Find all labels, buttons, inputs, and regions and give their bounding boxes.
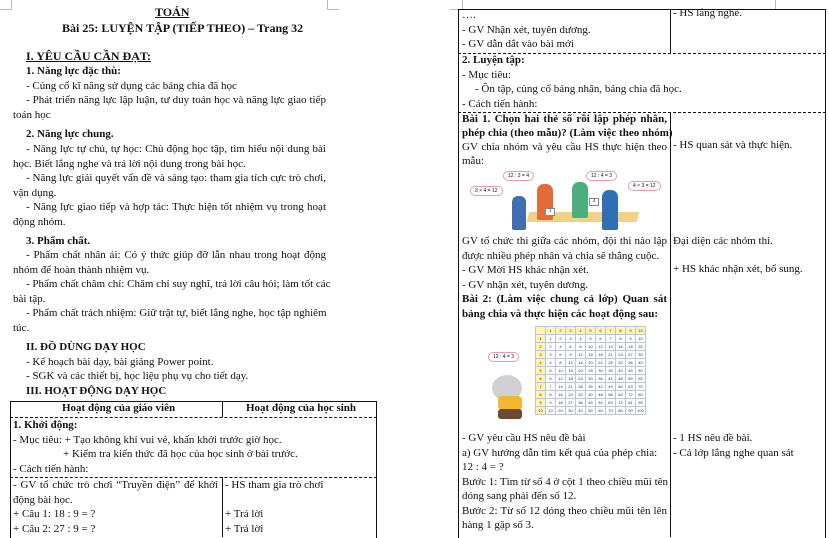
grid-cell: 5 — [536, 367, 546, 375]
exercise-1-instructions: GV tổ chức thi giữa các nhóm, đội thi nào lập được nhiều phép nhân và chia sẽ thắng cuộc. - GV Mời HS khác nhận xét. - GV nhận xét, tuyên dương. Bài 2: (Làm việc chung cả lớp) Quan sát bảng chia và thực hiện các hoạt động sau: — [462, 235, 667, 320]
grid-cell: 9 — [626, 335, 636, 343]
grid-row — [536, 351, 646, 359]
grid-cell: 27 — [626, 351, 636, 359]
grid-cell: 1 — [546, 327, 556, 335]
grid-cell: 5 — [546, 367, 556, 375]
column-header-teacher: Hoạt động của giáo viên — [62, 402, 176, 414]
grid-cell: 80 — [636, 391, 646, 399]
grid-cell: 18 — [556, 399, 566, 407]
grid-cell: 45 — [586, 399, 596, 407]
grid-cell: 6 — [546, 375, 556, 383]
grid-cell: 27 — [566, 399, 576, 407]
grid-cell: 45 — [626, 367, 636, 375]
text-line: - Năng lực tự chủ, tự học: Chủ động học tập, tìm hiểu nội dung bài — [26, 143, 326, 155]
speech-bubble: 4 × 3 = 12 — [628, 181, 661, 191]
grid-cell: 35 — [606, 367, 616, 375]
grid-cell: 12 — [576, 351, 586, 359]
grid-cell: 20 — [636, 343, 646, 351]
section-heading: I. YÊU CẦU CẦN ĐẠT: — [26, 49, 151, 63]
grid-cell: 21 — [606, 351, 616, 359]
grid-cell: 9 — [536, 399, 546, 407]
grid-cell: 60 — [636, 375, 646, 383]
grid-cell: 3 — [566, 335, 576, 343]
section-heading: III. HOẠT ĐỘNG DẠY HỌC — [26, 385, 167, 397]
grid-cell: 15 — [586, 351, 596, 359]
grid-cell: 18 — [566, 375, 576, 383]
grid-cell: 14 — [556, 383, 566, 391]
grid-cell: 4 — [576, 335, 586, 343]
grid-cell: 18 — [596, 351, 606, 359]
grid-cell: 42 — [606, 375, 616, 383]
grid-cell: 8 — [556, 359, 566, 367]
grid-cell: 40 — [576, 407, 586, 415]
grid-cell: 4 — [556, 343, 566, 351]
speech-bubble: 12 : 4 = 3 — [488, 352, 519, 362]
grid-cell: 10 — [546, 407, 556, 415]
grid-cell: 21 — [566, 383, 576, 391]
grid-cell: 80 — [616, 407, 626, 415]
grid-cell: 16 — [616, 343, 626, 351]
grid-cell: 9 — [626, 327, 636, 335]
grid-cell: 42 — [596, 383, 606, 391]
grid-cell: 10 — [586, 343, 596, 351]
grid-cell: 72 — [616, 399, 626, 407]
grid-cell: 63 — [626, 383, 636, 391]
grid-cell: 60 — [596, 407, 606, 415]
grid-cell: 30 — [586, 375, 596, 383]
grid-cell: 12 — [556, 375, 566, 383]
student-listen: - Cả lớp lắng nghe quan sát — [673, 447, 794, 459]
text-line: - Năng lực giải quyết vấn đề và sáng tạo: tham gia tích cực trò chơi, — [26, 172, 326, 184]
grid-cell: 4 — [546, 359, 556, 367]
grid-cell: 100 — [637, 407, 644, 413]
warmup-teacher-cell: - GV tổ chức trò chơi “Truyền điện” để khởi động bài học. + Câu 1: 18 : 9 = ? + Câu 2: 27 : 9 = ? — [13, 479, 218, 535]
column-header-student: Hoạt động của học sinh — [246, 402, 357, 414]
warmup-section: 1. Khởi động: - Mục tiêu: + Tạo không khí vui vẻ, khấn khởi trước giờ học. + Kiểm tra kiến thức đã học của học sinh ở bài trước. - Cách tiến hành: — [13, 419, 298, 475]
text-line: - Phát triển năng lực lập luận, tư duy toán học và năng lực giao tiếp — [26, 94, 326, 106]
grid-cell: 63 — [606, 399, 616, 407]
grid-cell: 48 — [596, 391, 606, 399]
grid-cell: 54 — [596, 399, 606, 407]
grid-cell: 2 — [536, 343, 546, 351]
exercise-2-instructions: - GV yêu cầu HS nêu đề bài a) GV hướng dẫn tìm kết quả của phép chia: 12 : 4 = ? Bước 1: Tìm từ số 4 ở cột 1 theo chiều mũi tên dóng sang phải đến số 12. Bước 2: Từ số 12 dóng theo chiều mũi tên lên hàng 1 gặp số 3. — [462, 432, 669, 531]
subsection-heading: 2. Năng lực chung. — [26, 128, 114, 140]
practice-section: 2. Luyện tập: - Mục tiêu: - Ôn tập, củng cố bảng nhân, bảng chia đã học. - Cách tiến hành: — [462, 54, 682, 110]
grid-cell: 64 — [616, 391, 626, 399]
grid-row — [536, 327, 646, 335]
grid-cell: 8 — [546, 391, 556, 399]
text-line: - Phẩm chất trách nhiệm: Giữ trật tự, biết lắng nghe, học tập nghiêm — [26, 307, 327, 319]
grid-cell: 20 — [576, 367, 586, 375]
grid-cell: 2 — [546, 343, 556, 351]
grid-cell: 40 — [616, 367, 626, 375]
grid-cell: 50 — [636, 367, 646, 375]
text-line: học. Biết lắng nghe và trả lời nội dung trong bài học. — [13, 158, 246, 170]
grid-cell — [536, 327, 546, 335]
grid-cell: 3 — [536, 351, 546, 359]
grid-cell: 6 — [596, 335, 606, 343]
grid-cell: 5 — [586, 335, 596, 343]
left-page — [0, 0, 410, 537]
grid-cell: 30 — [566, 407, 576, 415]
text-line: động nhóm. — [13, 216, 66, 228]
grid-cell: 20 — [556, 407, 566, 415]
text-line: - Năng lực giao tiếp và hợp tác: Thực hiện tốt nhiệm vụ trong hoạt — [26, 201, 326, 213]
text-line: - Kế hoạch bài dạy, bài giảng Power point. — [26, 356, 214, 368]
grid-cell: 20 — [586, 359, 596, 367]
grid-cell: 30 — [636, 351, 646, 359]
text-line: - Phẩm chất chăm chỉ: Chăm chỉ suy nghĩ, trả lời câu hỏi; làm tốt các — [26, 278, 331, 290]
grid-cell: 24 — [576, 375, 586, 383]
speech-bubble: 12 : 4 = 3 — [586, 171, 617, 181]
speech-bubble: 12 : 3 = 4 — [503, 171, 534, 181]
grid-cell: 12 — [596, 343, 606, 351]
subsection-heading: 3. Phẩm chất. — [26, 235, 91, 247]
grid-cell: 70 — [636, 383, 646, 391]
text-line: toán học — [13, 109, 51, 121]
text-line: nhóm để hoàn thành nhiệm vụ. — [13, 264, 150, 276]
grid-cell: 12 — [566, 359, 576, 367]
grid-cell: 40 — [636, 359, 646, 367]
grid-cell: 90 — [636, 399, 646, 407]
grid-cell: 50 — [586, 407, 596, 415]
grid-cell: 81 — [626, 399, 636, 407]
grid-cell: 24 — [596, 359, 606, 367]
grid-cell: 10 — [636, 327, 646, 335]
grid-cell: 36 — [576, 399, 586, 407]
subsection-heading: 1. Năng lực đặc thù: — [26, 65, 121, 77]
grid-row — [536, 359, 646, 367]
grid-cell: 15 — [566, 367, 576, 375]
grid-row — [536, 391, 646, 399]
grid-cell: 2 — [556, 327, 566, 335]
student-compete: Đại diện các nhóm thi. — [673, 235, 773, 247]
grid-cell: 5 — [586, 327, 596, 335]
subject-title: TOÁN — [155, 5, 190, 19]
grid-row — [536, 367, 646, 375]
grid-cell: 10 — [556, 367, 566, 375]
grid-row — [536, 375, 646, 383]
student-comment: + HS khác nhận xét, bổ sung. — [673, 263, 803, 275]
grid-cell: 3 — [566, 327, 576, 335]
wrapup-student-cell: - HS lắng nghe. — [673, 7, 743, 19]
grid-cell: 48 — [616, 375, 626, 383]
grid-cell: 8 — [576, 343, 586, 351]
grid-cell: 8 — [616, 335, 626, 343]
grid-cell: 49 — [606, 383, 616, 391]
division-table — [535, 326, 646, 415]
grid-cell: 35 — [586, 383, 596, 391]
number-card: 4 — [589, 198, 599, 206]
wrapup-teacher-cell: …. - GV Nhận xét, tuyên dương. - GV dẫn dắt vào bài mới — [462, 9, 591, 50]
grid-cell: 16 — [556, 391, 566, 399]
grid-row — [536, 407, 646, 415]
grid-cell: 28 — [576, 383, 586, 391]
grid-cell: 1 — [536, 335, 546, 343]
grid-cell: 36 — [626, 359, 636, 367]
margin-mark — [327, 0, 339, 10]
text-line: - SGK và các thiết bị, học liệu phụ vụ cho tiết dạy. — [26, 370, 249, 382]
grid-cell: 72 — [626, 391, 636, 399]
grid-row — [536, 399, 646, 407]
grid-cell: 30 — [596, 367, 606, 375]
text-line: - Phẩm chất nhân ái: Có ý thức giúp đỡ lẫn nhau trong hoạt động — [26, 249, 326, 261]
text-line: túc. — [13, 322, 30, 334]
grid-cell: 7 — [546, 383, 556, 391]
grid-cell: 7 — [606, 327, 616, 335]
grid-cell: 4 — [536, 359, 546, 367]
grid-cell: 24 — [566, 391, 576, 399]
text-line: - Củng cố kĩ năng sử dụng các bảng chia đã học — [26, 80, 237, 92]
grid-cell: 10 — [636, 335, 646, 343]
grid-cell: 54 — [626, 375, 636, 383]
grid-cell: 1 — [546, 335, 556, 343]
grid-cell: 28 — [606, 359, 616, 367]
grid-cell: 6 — [566, 343, 576, 351]
grid-cell: 32 — [576, 391, 586, 399]
number-card: 3 — [545, 208, 555, 216]
grid-cell: 10 — [536, 407, 546, 415]
grid-cell: 2 — [556, 335, 566, 343]
exercise-1-cell: Bài 1. Chọn hai thẻ số rồi lập phép nhân, phép chia (theo mẫu)? (Làm việc theo nhóm) GV chia nhóm và yêu cầu HS thực hiện theo mẫu: — [462, 113, 673, 167]
grid-cell: 6 — [536, 375, 546, 383]
margin-mark — [0, 0, 12, 10]
grid-cell: 7 — [606, 335, 616, 343]
grid-cell: 6 — [596, 327, 606, 335]
grid-cell: 14 — [606, 343, 616, 351]
warmup-student-cell: - HS tham gia trò chơi + Trả lời + Trả lời — [225, 479, 324, 535]
grid-cell: 56 — [616, 383, 626, 391]
grid-row — [536, 383, 646, 391]
grid-cell: 16 — [576, 359, 586, 367]
speech-bubble: 3 × 4 = 12 — [470, 186, 503, 196]
student-state-problem: - 1 HS nêu đề bài. — [673, 432, 753, 444]
text-line: vận dụng. — [13, 187, 57, 199]
grid-cell: 32 — [616, 359, 626, 367]
grid-row — [536, 343, 646, 351]
grid-row — [536, 335, 646, 343]
grid-cell: 24 — [616, 351, 626, 359]
grid-cell: 7 — [536, 383, 546, 391]
grid-cell: 3 — [546, 351, 556, 359]
grid-cell: 9 — [566, 351, 576, 359]
lesson-title: Bài 25: LUYỆN TẬP (TIẾP THEO) – Trang 32 — [62, 21, 304, 35]
grid-cell: 4 — [576, 327, 586, 335]
text-line: bài tập. — [13, 293, 46, 305]
grid-cell: 70 — [606, 407, 616, 415]
student-observe: - HS quan sát và thực hiện. — [673, 139, 793, 151]
grid-cell: 9 — [546, 399, 556, 407]
grid-cell: 25 — [586, 367, 596, 375]
grid-cell: 8 — [616, 327, 626, 335]
grid-cell: 18 — [626, 343, 636, 351]
section-heading: II. ĐỒ DÙNG DẠY HỌC — [26, 341, 146, 353]
grid-cell: 90 — [626, 407, 636, 415]
grid-cell: 56 — [606, 391, 616, 399]
grid-cell: 6 — [556, 351, 566, 359]
grid-cell: 8 — [536, 391, 546, 399]
grid-cell: 40 — [586, 391, 596, 399]
grid-cell: 36 — [596, 375, 606, 383]
